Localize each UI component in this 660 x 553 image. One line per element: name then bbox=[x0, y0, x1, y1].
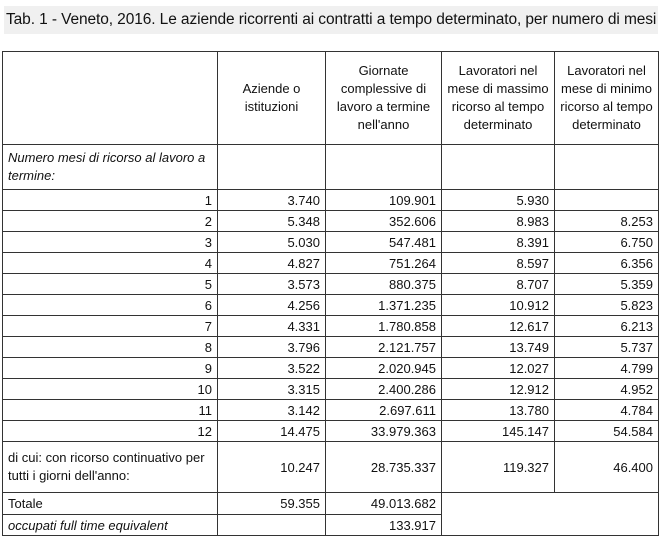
table-cell: 1.371.235 bbox=[326, 295, 442, 316]
section-label: Numero mesi di ricorso al lavoro a termine: bbox=[3, 145, 218, 190]
table-cell: 12.617 bbox=[442, 316, 555, 337]
table-cell: 3.142 bbox=[218, 400, 326, 421]
table-cell: 3 bbox=[3, 232, 218, 253]
totale-row bbox=[3, 493, 659, 515]
table-cell: 751.264 bbox=[326, 253, 442, 274]
table-cell: 1.780.858 bbox=[326, 316, 442, 337]
section-empty-cell bbox=[442, 145, 555, 190]
table-cell: 6.356 bbox=[555, 253, 659, 274]
table-cell: 6.750 bbox=[555, 232, 659, 253]
table-cell: 8.391 bbox=[442, 232, 555, 253]
table-cell: 145.147 bbox=[442, 421, 555, 442]
table-cell: 3.740 bbox=[218, 190, 326, 211]
table-row bbox=[3, 211, 659, 232]
occupati-label: occupati full time equivalent bbox=[3, 515, 218, 536]
table-cell: 3.522 bbox=[218, 358, 326, 379]
table-cell: 2 bbox=[3, 211, 218, 232]
table-cell: 3.315 bbox=[218, 379, 326, 400]
table-cell: 12 bbox=[3, 421, 218, 442]
table-cell: 8.707 bbox=[442, 274, 555, 295]
table-row bbox=[3, 190, 659, 211]
data-table bbox=[2, 51, 659, 536]
section-empty-cell bbox=[555, 145, 659, 190]
header-cell-empty bbox=[3, 52, 218, 145]
table-cell: 8 bbox=[3, 337, 218, 358]
table-cell: 6 bbox=[3, 295, 218, 316]
section-row bbox=[3, 145, 659, 190]
table-cell: 12.027 bbox=[442, 358, 555, 379]
table-cell: 4.784 bbox=[555, 400, 659, 421]
occupati-value: 133.917 bbox=[326, 515, 442, 536]
header-cell-massimo: Lavoratori nel mese di massimo ricorso al tempo determinato bbox=[442, 52, 555, 145]
table-cell: 13.780 bbox=[442, 400, 555, 421]
table-cell: 1 bbox=[3, 190, 218, 211]
table-cell: 14.475 bbox=[218, 421, 326, 442]
table-cell: 4.827 bbox=[218, 253, 326, 274]
header-row bbox=[3, 52, 659, 145]
table-cell: 4.331 bbox=[218, 316, 326, 337]
totale-cell: 59.355 bbox=[218, 493, 326, 515]
table-cell: 3.796 bbox=[218, 337, 326, 358]
table-cell: 2.697.611 bbox=[326, 400, 442, 421]
table-cell: 10 bbox=[3, 379, 218, 400]
table-cell: 8.983 bbox=[442, 211, 555, 232]
dicui-cell: 10.247 bbox=[218, 442, 326, 493]
header-cell-giornate: Giornate complessive di lavoro a termine nell'anno bbox=[326, 52, 442, 145]
table-title: Tab. 1 - Veneto, 2016. Le aziende ricorrenti ai contratti a tempo determinato, per numero di mesi bbox=[4, 6, 658, 34]
header-cell-aziende: Aziende o istituzioni bbox=[218, 52, 326, 145]
table-cell: 4 bbox=[3, 253, 218, 274]
table-cell: 7 bbox=[3, 316, 218, 337]
occupati-empty-cell bbox=[218, 515, 326, 536]
table-cell: 2.121.757 bbox=[326, 337, 442, 358]
dicui-label: di cui: con ricorso continuativo per tutti i giorni dell'anno: bbox=[3, 442, 218, 493]
table-cell: 5.930 bbox=[442, 190, 555, 211]
table-cell: 6.213 bbox=[555, 316, 659, 337]
dicui-row bbox=[3, 442, 659, 493]
table-cell: 8.253 bbox=[555, 211, 659, 232]
table-cell: 13.749 bbox=[442, 337, 555, 358]
section-empty-cell bbox=[218, 145, 326, 190]
totale-blank bbox=[442, 493, 659, 536]
dicui-cell: 28.735.337 bbox=[326, 442, 442, 493]
table-cell: 5.030 bbox=[218, 232, 326, 253]
table-row bbox=[3, 295, 659, 316]
table-cell: 33.979.363 bbox=[326, 421, 442, 442]
table-cell: 54.584 bbox=[555, 421, 659, 442]
table-cell: 880.375 bbox=[326, 274, 442, 295]
table-row bbox=[3, 274, 659, 295]
table-cell: 11 bbox=[3, 400, 218, 421]
table-cell: 9 bbox=[3, 358, 218, 379]
table-row bbox=[3, 253, 659, 274]
table-row bbox=[3, 316, 659, 337]
totale-label: Totale bbox=[3, 493, 218, 515]
section-empty-cell bbox=[326, 145, 442, 190]
table-row bbox=[3, 400, 659, 421]
dicui-cell: 119.327 bbox=[442, 442, 555, 493]
dicui-cell: 46.400 bbox=[555, 442, 659, 493]
table-cell: 2.400.286 bbox=[326, 379, 442, 400]
table-cell: 10.912 bbox=[442, 295, 555, 316]
table-cell: 3.573 bbox=[218, 274, 326, 295]
table-cell: 109.901 bbox=[326, 190, 442, 211]
table-cell: 2.020.945 bbox=[326, 358, 442, 379]
table-row bbox=[3, 358, 659, 379]
table-cell bbox=[555, 190, 659, 211]
table-row bbox=[3, 421, 659, 442]
table-cell: 5.823 bbox=[555, 295, 659, 316]
table-cell: 4.799 bbox=[555, 358, 659, 379]
table-row bbox=[3, 379, 659, 400]
table-row bbox=[3, 337, 659, 358]
totale-cell: 49.013.682 bbox=[326, 493, 442, 515]
table-row bbox=[3, 232, 659, 253]
table-cell: 352.606 bbox=[326, 211, 442, 232]
table-cell: 5.348 bbox=[218, 211, 326, 232]
header-cell-minimo: Lavoratori nel mese di minimo ricorso al tempo determinato bbox=[555, 52, 659, 145]
table-cell: 547.481 bbox=[326, 232, 442, 253]
table-cell: 4.256 bbox=[218, 295, 326, 316]
table-cell: 5 bbox=[3, 274, 218, 295]
table-cell: 5.359 bbox=[555, 274, 659, 295]
table-cell: 5.737 bbox=[555, 337, 659, 358]
table-cell: 4.952 bbox=[555, 379, 659, 400]
table-cell: 12.912 bbox=[442, 379, 555, 400]
table-cell: 8.597 bbox=[442, 253, 555, 274]
